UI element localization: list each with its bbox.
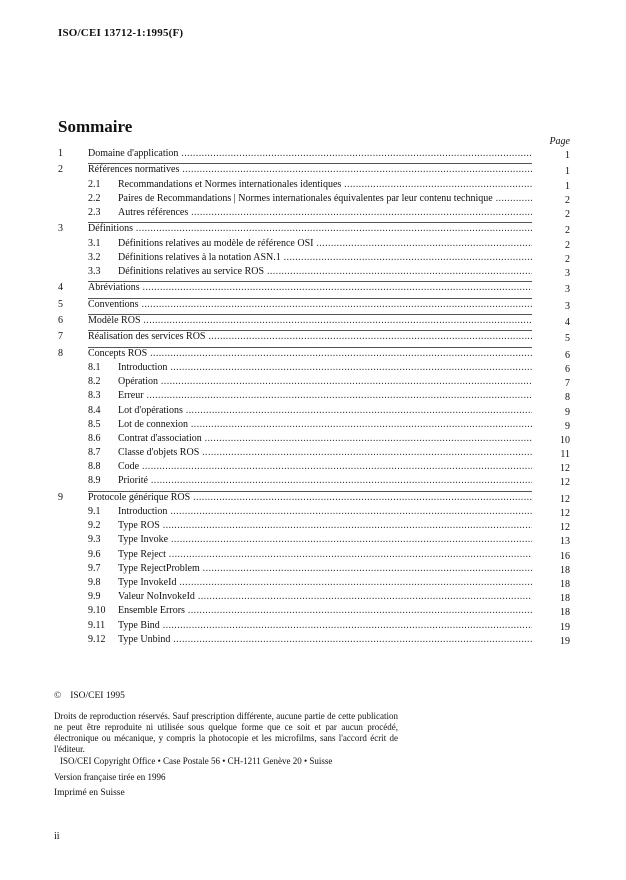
toc-entry-title: Lot de connexion .....	[118, 419, 532, 431]
toc-entry	[58, 433, 570, 447]
toc-entry-number: 8.2	[88, 376, 101, 388]
table-of-contents	[58, 148, 570, 648]
copyright-text: ISO/CEI 1995	[70, 691, 125, 701]
toc-entry-page: 3	[565, 284, 570, 296]
toc-entry	[58, 331, 570, 345]
toc-entry-title: Type Bind .....	[118, 620, 532, 632]
toc-entry-page: 12	[560, 477, 570, 489]
toc-entry-title: Conventions .....	[88, 299, 532, 311]
toc-entry-number: 8.1	[88, 361, 101, 373]
toc-entry	[58, 238, 570, 252]
toc-entry-number: 4	[58, 282, 63, 294]
toc-entry-number: 9.12	[88, 633, 106, 645]
toc-entry-number: 8.9	[88, 475, 101, 487]
toc-entry-number: 9.10	[88, 605, 106, 617]
toc-title: Sommaire	[58, 117, 133, 136]
toc-entry-page: 6	[565, 363, 570, 375]
toc-entry-page: 18	[560, 578, 570, 590]
toc-entry	[58, 179, 570, 193]
toc-entry-title: Type Unbind .....	[118, 634, 532, 646]
toc-entry-number: 2	[58, 164, 63, 176]
toc-entry	[58, 376, 570, 390]
toc-entry-title: Paires de Recommandations | Normes internationales équivalentes par leur contenu technique .....	[118, 193, 532, 205]
toc-entry	[58, 252, 570, 266]
toc-entry	[58, 634, 570, 648]
toc-entry-title: Type Reject .....	[118, 549, 532, 561]
toc-entry	[58, 520, 570, 534]
toc-entry-page: 18	[560, 564, 570, 576]
page-column-label: Page	[549, 136, 570, 147]
rights-notice: Droits de reproduction réservés. Sauf prescription différente, aucune partie de cette publication ne peut être reproduite ni utilisée sous quelque forme que ce soit et par aucun procédé, électronique ou mécanique, y compris la photocopie et les microfilms, sans l'accord écrit de l'éditeur.	[54, 711, 398, 754]
toc-entry	[58, 223, 570, 237]
toc-entry-page: 12	[560, 463, 570, 475]
toc-entry-page: 12	[560, 508, 570, 519]
toc-entry-page: 2	[565, 208, 570, 220]
toc-entry	[58, 348, 570, 362]
toc-entry-title: Définitions relatives au service ROS .....	[118, 266, 532, 278]
toc-entry-number: 9.6	[88, 548, 101, 560]
toc-entry-title: Opération .....	[118, 376, 532, 388]
toc-entry-title: Références normatives .....	[88, 164, 532, 176]
toc-entry-number: 3.1	[88, 237, 101, 249]
toc-entry-title: Priorité .....	[118, 475, 532, 487]
toc-entry	[58, 193, 570, 207]
toc-entry-title: Introduction .....	[118, 362, 532, 374]
toc-entry-title: Code .....	[118, 461, 532, 473]
toc-entry-title: Définitions relatives à la notation ASN.1 .....	[118, 252, 532, 264]
toc-entry-page: 9	[565, 406, 570, 418]
toc-entry	[58, 315, 570, 329]
toc-entry	[58, 362, 570, 376]
toc-entry-title: Définitions relatives au modèle de référence OSI .....	[118, 238, 532, 250]
toc-entry-number: 9.8	[88, 576, 101, 588]
toc-entry-title: Erreur .....	[118, 390, 532, 402]
toc-entry-number: 8.8	[88, 461, 101, 473]
toc-entry-page: 16	[560, 550, 570, 562]
toc-entry-number: 3.3	[88, 265, 101, 277]
toc-entry-page: 6	[565, 349, 570, 361]
toc-entry-title: Réalisation des services ROS .....	[88, 331, 532, 343]
toc-entry-title: Abréviations .....	[88, 282, 532, 294]
toc-entry	[58, 461, 570, 475]
toc-entry-page: 13	[560, 536, 570, 548]
toc-entry	[58, 620, 570, 634]
printed-in: Imprimé en Suisse	[54, 788, 125, 798]
toc-entry-number: 5	[58, 298, 63, 310]
toc-entry-page: 9	[565, 420, 570, 432]
toc-entry-page: 1	[565, 180, 570, 192]
toc-entry-number: 3.2	[88, 251, 101, 263]
toc-entry-number: 8.6	[88, 432, 101, 444]
toc-entry-title: Ensemble Errors .....	[118, 605, 532, 617]
copyright-line	[54, 691, 125, 701]
toc-entry	[58, 506, 570, 520]
toc-entry-page: 18	[560, 593, 570, 605]
toc-entry	[58, 266, 570, 280]
toc-entry-page: 4	[565, 317, 570, 328]
toc-entry-title: Définitions .....	[88, 223, 532, 235]
toc-entry-number: 1	[58, 148, 63, 159]
toc-entry	[58, 549, 570, 563]
toc-entry-title: Protocole générique ROS .....	[88, 492, 532, 504]
toc-entry-title: Domaine d'application .....	[88, 148, 532, 160]
toc-entry-page: 18	[560, 607, 570, 619]
toc-entry-page: 3	[565, 267, 570, 279]
copyright-symbol: ©	[54, 691, 62, 701]
toc-entry-title: Concepts ROS .....	[88, 348, 532, 360]
toc-entry	[58, 492, 570, 506]
toc-entry-page: 19	[560, 621, 570, 633]
toc-entry-page: 2	[565, 239, 570, 251]
toc-entry-number: 6	[58, 315, 63, 326]
toc-entry-number: 8	[58, 347, 63, 359]
toc-entry-number: 9	[58, 491, 63, 503]
toc-entry-number: 3	[58, 223, 63, 235]
toc-entry-title: Type ROS .....	[118, 520, 532, 532]
toc-entry-number: 9.7	[88, 562, 101, 574]
toc-entry-title: Type InvokeId .....	[118, 577, 532, 589]
toc-entry	[58, 164, 570, 178]
toc-entry	[58, 419, 570, 433]
toc-entry	[58, 148, 570, 162]
toc-entry-number: 2.2	[88, 192, 101, 204]
toc-entry-title: Type Invoke .....	[118, 534, 532, 546]
toc-entry-number: 9.1	[88, 506, 101, 517]
toc-entry-page: 10	[560, 434, 570, 446]
toc-entry-page: 7	[565, 378, 570, 390]
toc-entry-number: 2.3	[88, 206, 101, 218]
toc-entry	[58, 299, 570, 313]
toc-entry	[58, 282, 570, 296]
toc-entry-page: 2	[565, 194, 570, 206]
toc-entry-number: 7	[58, 331, 63, 343]
toc-entry-page: 8	[565, 392, 570, 404]
toc-entry-number: 2.1	[88, 178, 101, 190]
toc-entry-number: 8.3	[88, 390, 101, 402]
toc-entry-number: 9.9	[88, 591, 101, 603]
toc-entry-title: Classe d'objets ROS .....	[118, 447, 532, 459]
toc-entry-number: 9.3	[88, 534, 101, 546]
toc-entry	[58, 563, 570, 577]
toc-entry-page: 3	[565, 300, 570, 312]
toc-entry	[58, 605, 570, 619]
toc-entry-page: 12	[560, 522, 570, 534]
toc-entry-title: Type RejectProblem .....	[118, 563, 532, 575]
toc-entry	[58, 447, 570, 461]
version-note: Version française tirée en 1996	[54, 772, 166, 782]
toc-entry-page: 12	[560, 493, 570, 505]
toc-entry-number: 8.5	[88, 418, 101, 430]
toc-entry	[58, 591, 570, 605]
toc-entry-number: 8.4	[88, 404, 101, 416]
toc-entry-title: Recommandations et Normes internationales identiques .....	[118, 179, 532, 191]
toc-entry-number: 9.11	[88, 619, 106, 631]
toc-entry-page: 5	[565, 333, 570, 345]
toc-entry-page: 11	[560, 449, 570, 461]
toc-entry	[58, 534, 570, 548]
toc-entry-title: Contrat d'association .....	[118, 433, 532, 445]
toc-entry-page: 2	[565, 253, 570, 265]
copyright-office-address: ISO/CEI Copyright Office • Case Postale 56 • CH-1211 Genève 20 • Suisse	[60, 756, 333, 766]
toc-entry-title: Introduction .....	[118, 506, 532, 518]
toc-entry	[58, 577, 570, 591]
toc-entry-number: 9.2	[88, 520, 101, 532]
toc-entry	[58, 207, 570, 221]
toc-entry-title: Lot d'opérations .....	[118, 405, 532, 417]
toc-entry-page: 19	[560, 635, 570, 647]
page-folio: ii	[54, 831, 60, 842]
toc-entry-title: Valeur NoInvokeId .....	[118, 591, 532, 603]
toc-entry	[58, 475, 570, 489]
toc-entry-number: 8.7	[88, 447, 101, 459]
toc-entry-title: Modèle ROS .....	[88, 315, 532, 327]
toc-entry	[58, 405, 570, 419]
document-id-header: ISO/CEI 13712-1:1995(F)	[58, 27, 184, 39]
toc-entry-page: 1	[565, 166, 570, 178]
toc-entry	[58, 390, 570, 404]
toc-entry-page: 2	[565, 225, 570, 237]
toc-entry-title: Autres références .....	[118, 207, 532, 219]
toc-entry-page: 1	[565, 150, 570, 161]
